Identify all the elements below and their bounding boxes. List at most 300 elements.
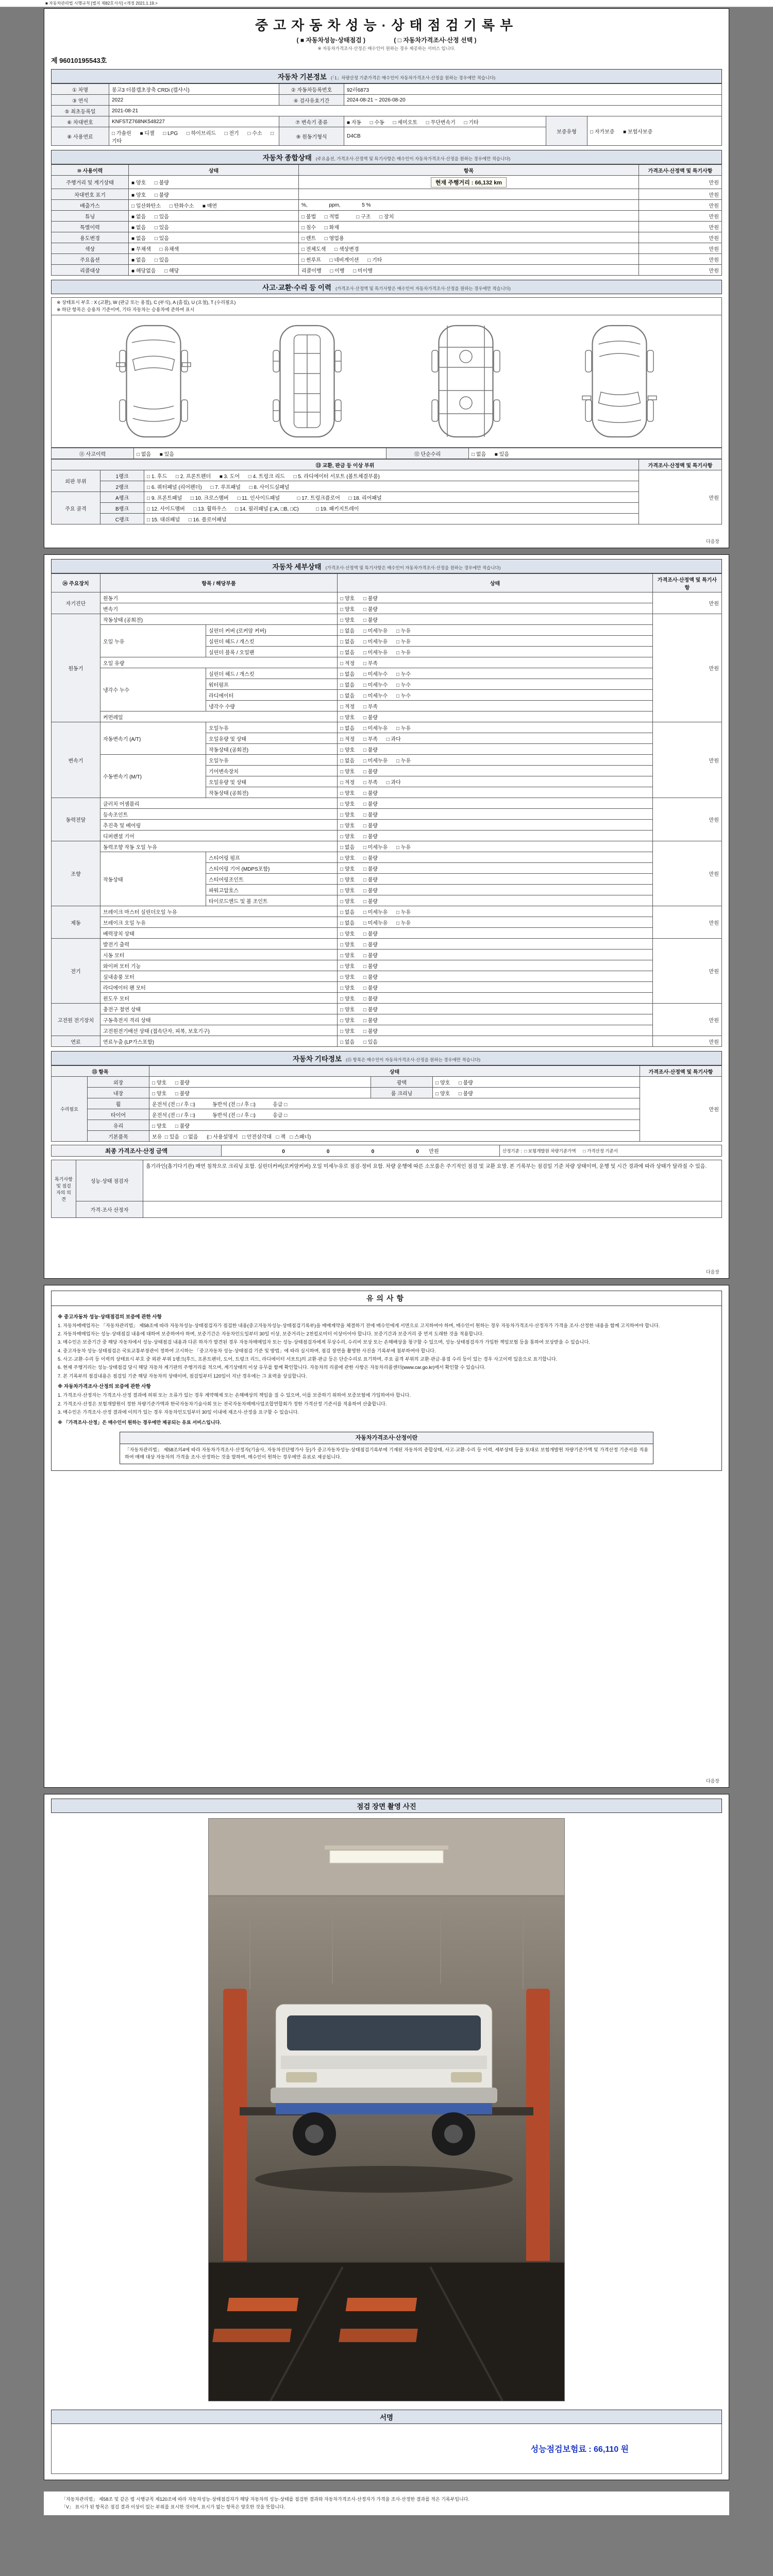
item-label: 주행거리 및 계기상태 xyxy=(52,176,129,189)
remarks-table xyxy=(51,1160,722,1218)
part-label: 실린더 헤드 / 개스킷 xyxy=(206,668,338,679)
photo-container xyxy=(51,1813,722,2405)
section-basic-info xyxy=(51,69,722,83)
status-options[interactable]: □ 양호 □ 불량 xyxy=(149,1088,371,1098)
rank-label: B랭크 xyxy=(100,503,144,514)
price-field[interactable]: 만원 xyxy=(653,614,722,722)
status-options[interactable]: □ 양호 □ 불량 xyxy=(338,885,653,895)
part-label: 작동상태 (공회전) xyxy=(206,787,338,798)
notice-body xyxy=(51,1306,722,1471)
accident-history-options[interactable]: □ 없음 ■ 있음 xyxy=(134,448,386,459)
device-group: 변속기 xyxy=(52,722,100,798)
section-detail-title: 자동차 세부상태 xyxy=(272,563,322,571)
section-overall-title: 자동차 종합상태 xyxy=(262,154,312,162)
transmission-options[interactable]: ■ 자동 □ 수동 □ 세미오토 □ 무단변속기 □ 기타 xyxy=(344,116,546,127)
status-options[interactable]: □ 없음 □ 미세누유 □ 누유 xyxy=(338,722,653,733)
status-options[interactable]: ■ 해당없음 □ 해당 xyxy=(129,265,299,276)
detail-options[interactable]: □ 전체도색 □ 색상변경 xyxy=(299,243,639,254)
status-options[interactable]: □ 없음 □ 있음 xyxy=(338,1036,653,1047)
col-item: 항목 xyxy=(299,165,639,176)
simple-repair-label: ⑫ 단순수리 xyxy=(386,448,469,459)
next-page-label: 다음장 xyxy=(705,1269,719,1275)
price-field[interactable]: 만원 xyxy=(653,939,722,1004)
field-value: 2024-08-21 ~ 2026-08-20 xyxy=(344,95,722,106)
final-price-amount[interactable] xyxy=(222,1145,500,1157)
page-2 xyxy=(44,554,729,1279)
part-label: 오일누유 xyxy=(206,722,338,733)
mark-code-line: ※ 하단 항목은 승용차 기준이며, 기타 자동차는 승용차에 준하여 표시 xyxy=(57,307,195,312)
status-options[interactable]: □ 양호 □ 불량 xyxy=(338,809,653,820)
inspector-role-label: 성능·상태 점검자 xyxy=(76,1160,143,1201)
price-field[interactable]: 만원 xyxy=(639,200,722,211)
status-options[interactable]: 운전석 (전 □ / 후 □) 동반석 (전 □ / 후 □) 응급 □ xyxy=(149,1109,640,1120)
detail-options[interactable]: %, ppm, 5 % xyxy=(299,200,639,211)
status-options[interactable]: □ 일산화탄소 □ 탄화수소 ■ 매연 xyxy=(129,200,299,211)
item-label: 기본품목 xyxy=(88,1131,149,1142)
device-group: 고전원 전기장치 xyxy=(52,1004,100,1036)
device-group: 연료 xyxy=(52,1036,100,1047)
rank-label: A랭크 xyxy=(100,492,144,503)
item-label: 타이어 xyxy=(88,1109,149,1120)
item-label: 용도변경 xyxy=(52,232,129,243)
field-value: D4CB xyxy=(344,127,546,146)
status-options[interactable]: □ 양호 □ 불량 xyxy=(433,1077,640,1088)
status-options[interactable]: □ 양호 □ 불량 xyxy=(433,1088,640,1098)
form-type-options xyxy=(51,36,722,44)
usage-history-row xyxy=(52,176,722,189)
item-label: 고전원전기배선 상태 (접속단자, 피복, 보호기구) xyxy=(100,1025,338,1036)
panel-category: 주요 골격 xyxy=(52,492,100,524)
rankA-options[interactable]: □ 9. 프론트패널 □ 10. 크로스멤버 □ 11. 인사이드패널 □ 17. 트렁크플로어 □ 18. 리어패널 xyxy=(144,492,639,503)
item-label: 작동상태 xyxy=(100,852,206,906)
section-accident-note: (가격조사·산정액 및 특기사항은 매수인이 자동차가격조사·산정을 원하는 경우에만 적습니다) xyxy=(335,286,511,291)
status-options[interactable]: ■ 없음 □ 있음 xyxy=(129,254,299,265)
status-options[interactable]: □ 없음 □ 미세누수 □ 누수 xyxy=(338,679,653,690)
rankC-options[interactable]: □ 15. 대쉬패널 □ 16. 플로어패널 xyxy=(144,514,639,524)
status-options[interactable]: ■ 없음 □ 있음 xyxy=(129,222,299,232)
item-label: 변속기 xyxy=(100,603,338,614)
part-label: 스티어링 기어 (MDPS포함) xyxy=(206,863,338,874)
item-label: 추진축 및 베어링 xyxy=(100,820,338,831)
item-label: 라디에이터 팬 모터 xyxy=(100,982,338,993)
device-group: 전기 xyxy=(52,939,100,1004)
item-label: 오일 유량 xyxy=(100,657,338,668)
status-options[interactable]: □ 양호 □ 불량 xyxy=(338,928,653,939)
notice-section1-title: ※ 중고자동차 성능·상태점검의 보증에 관한 사항 xyxy=(58,1314,162,1320)
status-options[interactable]: □ 양호 □ 불량 xyxy=(338,1014,653,1025)
item-label: 브레이크 마스터 실린더오일 누유 xyxy=(100,906,338,917)
item-label: 발전기 출력 xyxy=(100,939,338,950)
rank1-options[interactable]: □ 1. 후드 □ 2. 프론트펜더 ■ 3. 도어 □ 4. 트렁크 리드 □ 5. 라디에이터 서포트 (볼트체결부품) xyxy=(144,470,639,481)
item-label: 광택 xyxy=(371,1077,433,1088)
section-detail-condition xyxy=(51,559,722,573)
section-overall-note: (주요옵션, 가격조사·산정액 및 특기사항은 매수인이 자동차가격조사·산정을 원하는 경우에만 적습니다) xyxy=(315,156,511,161)
device-group: 제동 xyxy=(52,906,100,939)
status-options[interactable]: □ 양호 □ 불량 xyxy=(338,960,653,971)
exchange-title: ⑬ 교환, 판금 등 이상 부위 xyxy=(52,460,639,470)
field-label: ④ 검사유효기간 xyxy=(279,95,344,106)
item-label: 튜닝 xyxy=(52,211,129,222)
usage-history-row xyxy=(52,243,722,254)
item-label: 브레이크 오일 누유 xyxy=(100,917,338,928)
final-amount-digits[interactable]: 0 0 0 0 xyxy=(282,1149,426,1155)
item-label: 커먼레일 xyxy=(100,711,338,722)
status-options[interactable]: □ 양호 □ 불량 xyxy=(338,971,653,982)
col-price: 가격조사·산정액 및 특기사항 xyxy=(640,1066,722,1077)
exchange-panel-table xyxy=(51,459,722,524)
status-options[interactable]: ■ 양호 □ 불량 xyxy=(129,176,299,189)
col-item: 항목 / 해당부품 xyxy=(100,574,338,592)
notice-item: 2. 가격조사·산정은 보험개발원이 정한 차량기준가액과 한국자동차기술사회 또는 전국자동차매매사업조합연합회가 정한 가격산정 기준서를 적용하여 산출합니다. xyxy=(58,1401,387,1406)
item-label: 클러치 어셈블리 xyxy=(100,798,338,809)
part-label: 실린더 블록 / 오일팬 xyxy=(206,647,338,657)
device-group: 조향 xyxy=(52,841,100,906)
col-status: 상태 xyxy=(129,165,299,176)
device-group: 자기진단 xyxy=(52,592,100,614)
current-mileage: 현재 주행거리 : 66,132 km xyxy=(431,177,507,188)
col-price: 가격조사·산정액 및 특기사항 xyxy=(639,165,722,176)
status-options[interactable]: □ 양호 □ 불량 xyxy=(338,798,653,809)
rank2-options[interactable]: □ 6. 쿼터패널 (리어펜더) □ 7. 루프패널 □ 8. 사이드실패널 xyxy=(144,481,639,492)
col-usage-history: ⑩ 사용이력 xyxy=(52,165,129,176)
panel-category: 외판 부위 xyxy=(52,470,100,492)
price-field[interactable]: 만원 xyxy=(639,265,722,276)
simple-repair-options[interactable]: □ 없음 ■ 있음 xyxy=(469,448,722,459)
status-options[interactable]: ■ 없음 □ 있음 xyxy=(129,211,299,222)
final-price-label: 최종 가격조사·산정 금액 xyxy=(52,1145,222,1157)
item-label: 리콜대상 xyxy=(52,265,129,276)
rank-label: 1랭크 xyxy=(100,470,144,481)
price-field[interactable]: 만원 xyxy=(639,470,722,524)
appraisal-definition-box xyxy=(120,1432,653,1464)
mark-code-line: ※ 상태표시 부호 : X (교환), W (판금 또는 용접), C (부식), A (흠집), U (요철), T (수리필요) xyxy=(57,300,236,305)
status-options[interactable]: □ 양호 □ 불량 xyxy=(338,711,653,722)
device-group: 원동기 xyxy=(52,614,100,722)
col-status: 상태 xyxy=(338,574,653,592)
other-info-table xyxy=(51,1065,722,1142)
remarks-side-label: 특기사항 및 점검자의 의견 xyxy=(52,1160,76,1218)
section-detail-note: (가격조사·산정액 및 특기사항은 매수인이 자동차가격조사·산정을 원하는 경우에만 적습니다) xyxy=(325,565,501,570)
status-options[interactable]: □ 양호 □ 불량 xyxy=(338,831,653,841)
item-label: 차대번호 표기 xyxy=(52,189,129,200)
field-value: 봉고3 더블캡초장축 CRDi (캡샤시) xyxy=(109,84,279,95)
item-label: 시동 모터 xyxy=(100,950,338,960)
footer-line: 「자동차관리법」 제58조 및 같은 법 시행규칙 제120조에 따라 자동차성능·상태점검자가 해당 자동차의 성능·상태를 점검한 결과와 자동차가격조사·산정자가 가격을 조사·산정한 결과를 적은 기록부입니다. xyxy=(61,2497,469,2502)
price-field[interactable]: 만원 xyxy=(653,798,722,841)
appraisal-definition-title: 자동차가격조사·산정이란 xyxy=(120,1432,653,1445)
price-appraisal-option[interactable]: ( □ 자동차가격조사·산정 선택 ) xyxy=(394,37,477,44)
notice-items-1 xyxy=(58,1323,715,1380)
field-label: ⑧ 사용연료 xyxy=(52,127,109,146)
status-options[interactable]: 보유 □ 있음 □ 없음 (□ 사용설명서 □ 안전삼각대 □ 잭 □ 스패너) xyxy=(149,1131,640,1142)
status-options[interactable]: □ 양호 □ 불량 xyxy=(338,939,653,950)
price-field[interactable]: 만원 xyxy=(640,1077,722,1142)
status-options[interactable]: □ 양호 □ 불량 xyxy=(338,1025,653,1036)
status-options[interactable]: □ 양호 □ 불량 xyxy=(338,787,653,798)
mark-code-legend xyxy=(51,297,722,315)
price-field[interactable]: 만원 xyxy=(639,254,722,265)
price-field[interactable]: 만원 xyxy=(653,592,722,614)
footer-line: 「V」 표시가 된 항목은 점검 결과 이상이 있는 부위를 표시한 것이며, 표시가 없는 항목은 양호한 것을 뜻합니다. xyxy=(61,2504,285,2510)
page-4 xyxy=(44,1794,729,2480)
accident-flags-table xyxy=(51,448,722,459)
price-field[interactable]: 만원 xyxy=(639,243,722,254)
item-label: 주요옵션 xyxy=(52,254,129,265)
price-field[interactable]: 만원 xyxy=(639,189,722,200)
usage-history-rows xyxy=(52,189,722,276)
status-options[interactable]: □ 없음 □ 미세누유 □ 누유 xyxy=(338,636,653,647)
status-options[interactable]: □ 없음 □ 미세누유 □ 누유 xyxy=(338,841,653,852)
item-label: 원동기 xyxy=(100,592,338,603)
footer-lines xyxy=(61,2496,712,2511)
part-label: 오일유량 및 상태 xyxy=(206,776,338,787)
item-label: 와이퍼 모터 기능 xyxy=(100,960,338,971)
status-options[interactable]: □ 양호 □ 불량 xyxy=(338,895,653,906)
car-diagram-underbody-front xyxy=(256,319,359,443)
status-options[interactable]: □ 양호 □ 불량 xyxy=(338,603,653,614)
status-options[interactable]: □ 양호 □ 불량 xyxy=(338,852,653,863)
section-accident-title: 사고·교환·수리 등 이력 xyxy=(262,284,331,292)
exchange-price-header: 가격조사·산정액 및 특기사항 xyxy=(639,460,722,470)
field-label: ⑨ 원동기형식 xyxy=(279,127,344,146)
field-label: ⑦ 변속기 종류 xyxy=(279,116,344,127)
status-options[interactable]: □ 적정 □ 부족 xyxy=(338,657,653,668)
field-label: ② 자동차등록번호 xyxy=(279,84,344,95)
section-overall-condition xyxy=(51,150,722,164)
item-label: 등속조인트 xyxy=(100,809,338,820)
field-value: 2021-08-21 xyxy=(109,106,722,116)
status-options[interactable]: ■ 무채색 □ 유채색 xyxy=(129,243,299,254)
status-options[interactable]: □ 없음 □ 미세누유 □ 누유 xyxy=(338,917,653,928)
overall-condition-table xyxy=(51,164,722,276)
section-other-info xyxy=(51,1051,722,1065)
item-label: 외장 xyxy=(88,1077,149,1088)
col-price: 가격조사·산정액 및 특기사항 xyxy=(653,574,722,592)
col-item: ⑮ 항목 xyxy=(52,1066,149,1077)
notice-item: 3. 매수인은 보증기간 중 해당 자동차에서 성능·상태점검 내용과 다른 하자가 발견된 경우 자동차매매업자 또는 성능·상태점검자에게 무상수리, 수리비 보상 또는 손해배상을 청구할 수 있으며, 성능·상태점검자가 가입한 책임보험 등을 통하여 보상받을 수 있습니다. xyxy=(58,1340,590,1345)
field-label: ① 차명 xyxy=(52,84,109,95)
form-title: 중고자동차성능·상태점검기록부 xyxy=(255,18,518,33)
usage-history-row xyxy=(52,222,722,232)
field-label: ⑥ 차대번호 xyxy=(52,116,109,127)
part-label: 라디에이터 xyxy=(206,690,338,701)
status-options[interactable]: □ 양호 □ 불량 xyxy=(338,614,653,625)
appraisal-definition-body: 「자동차관리법」 제58조의4에 따라 자동차가격조사·산정자(기술사, 자동차진단평가사 등)가 중고자동차성능·상태점검기록부에 기재된 자동차의 종합상태, 사고·교환·수리 등 이력, 세부상태 등을 토대로 보험개발원 차량기준가액 및 가격산정 기준서를 적용하여 매매 대상 자동차의 가격을 조사·산정하는 것을 말하며, 매수인이 원하는 경우에만 유료로 제공됩니다. xyxy=(125,1447,648,1460)
appraiser-role-label: 가격·조사 산정자 xyxy=(76,1201,143,1218)
detail-options[interactable]: □ 렌트 □ 영업용 xyxy=(299,232,639,243)
col-status: 상태 xyxy=(149,1066,640,1077)
item-label: 수동변속기 (M/T) xyxy=(100,755,206,798)
price-field[interactable]: 만원 xyxy=(639,176,722,189)
item-label: 연료누출 (LP가스포함) xyxy=(100,1036,338,1047)
detail-options[interactable]: □ 썬루프 □ 네비게이션 □ 기타 xyxy=(299,254,639,265)
car-diagram-top-rear xyxy=(573,319,666,443)
car-diagram-top-front xyxy=(107,319,200,443)
status-options[interactable]: □ 없음 □ 미세누유 □ 누유 xyxy=(338,906,653,917)
next-page-label: 다음장 xyxy=(705,1778,719,1784)
item-label: 자동변속기 (A/T) xyxy=(100,722,206,755)
price-field[interactable]: 만원 xyxy=(653,1036,722,1047)
part-label: 오일누유 xyxy=(206,755,338,766)
item-label: 작동상태 (공회전) xyxy=(100,614,338,625)
signature-area[interactable] xyxy=(51,2424,722,2474)
detail-options[interactable]: 리콜이행 □ 이행 □ 미이행 xyxy=(299,265,639,276)
detail-condition-table xyxy=(51,573,722,1047)
detail-options[interactable]: □ 침수 □ 화재 xyxy=(299,222,639,232)
usage-history-row xyxy=(52,265,722,276)
notice-item: 7. 본 기록부의 점검내용은 점검일 기준 해당 자동차의 상태이며, 점검일부터 120일이 지난 경우에는 그 효력을 상실합니다. xyxy=(58,1373,307,1379)
part-label: 오일유량 및 상태 xyxy=(206,733,338,744)
warranty-type-options[interactable]: □ 자가보증 ■ 보험사보증 xyxy=(587,116,722,146)
appraiser-remarks[interactable] xyxy=(143,1201,722,1218)
price-field[interactable]: 만원 xyxy=(653,906,722,939)
status-options[interactable]: □ 없음 □ 미세누수 □ 누수 xyxy=(338,690,653,701)
basic-info-table xyxy=(51,83,722,146)
final-amount-unit: 만원 xyxy=(429,1149,439,1155)
notice-item: 1. 자동차매매업자는 「자동차관리법」 제58조에 따라 자동차성능·상태점검자가 점검한 내용(중고자동차성능·상태점검기록부)을 매매계약을 체결하기 전에 매수인에게 서면으로 고지하여야 하며, 매수인이 원하는 경우 자동차가격조사·산정자가 가격을 조사·산정한 내용을 함께 고지하여야 합니다. xyxy=(58,1323,660,1328)
notice-item: 4. 중고자동차 성능·상태점검은 국토교통부장관이 정하여 고시하는 「중고자동차 성능·상태점검 기준 및 방법」에 따라 실시하며, 점검 장면을 촬영한 사진을 기록부에 첨부하여야 합니다. xyxy=(58,1348,436,1353)
usage-history-row xyxy=(52,254,722,265)
repair-needed-label: 수리필요 xyxy=(52,1077,88,1142)
usage-history-row xyxy=(52,232,722,243)
next-page-label: 다음장 xyxy=(705,539,719,544)
part-label: 스티어링 펌프 xyxy=(206,852,338,863)
performance-check-option[interactable]: ( ■ 자동차성능·상태점검 ) xyxy=(296,37,366,44)
status-options[interactable]: □ 양호 □ 불량 xyxy=(338,766,653,776)
item-label: 유리 xyxy=(88,1120,149,1131)
photo-section-title: 점검 장면 촬영 사진 xyxy=(51,1799,722,1813)
notice-title: 유의사항 xyxy=(51,1291,722,1306)
detail-options[interactable] xyxy=(299,189,639,200)
field-label: 보증유형 xyxy=(546,116,587,146)
notice-item: 1. 가격조사·산정자는 가격조사·산정 결과에 허위 또는 오류가 있는 경우 계약해제 또는 손해배상의 책임을 질 수 있으며, 이를 보증하기 위하여 보증보험에 가입하여야 합니다. xyxy=(58,1393,411,1398)
part-label: 워터펌프 xyxy=(206,679,338,690)
field-value: KNFSTZ768NK548227 xyxy=(109,116,279,127)
inspector-remarks[interactable]: 흡기라인(흡기다기관) 매연 침착으로 크리닝 요함. 실린더커버(로커암커버) 오일 미세누유로 점검·정비 요함. 차량 운행에 따른 소모품은 주기적인 점검 및 교환 요망. 본 기록부는 점검일 기준 차량 상태이며, 운행 및 시간 경과에 따라 상태가 달라질 수 있음. xyxy=(143,1160,722,1201)
status-options[interactable]: □ 양호 □ 불량 xyxy=(338,592,653,603)
item-label: 배출가스 xyxy=(52,200,129,211)
appraisal-service-note: ※ 「가격조사·산정」은 매수인이 원하는 경우에만 제공되는 유료 서비스입니다. xyxy=(58,1419,222,1425)
final-price-basis[interactable]: 산정기준 : □ 보험개발원 차량기준가액 □ 가격산정 기준서 xyxy=(500,1145,722,1157)
status-options[interactable]: □ 양호 □ 불량 xyxy=(149,1077,371,1088)
item-label: 색상 xyxy=(52,243,129,254)
status-options[interactable]: ■ 없음 □ 있음 xyxy=(129,232,299,243)
status-options[interactable]: □ 양호 □ 불량 xyxy=(338,863,653,874)
status-options[interactable]: □ 없음 □ 미세누유 □ 누유 xyxy=(338,625,653,636)
status-options[interactable]: □ 적정 □ 부족 □ 과다 xyxy=(338,776,653,787)
price-field[interactable]: 만원 xyxy=(653,1004,722,1036)
item-label: 배력장치 상태 xyxy=(100,928,338,939)
section-basic-note: (「1」차량산정 기준가격은 매수인이 자동차가격조사·산정을 원하는 경우에만 적습니다) xyxy=(330,75,496,80)
status-options[interactable]: □ 없음 □ 미세누유 □ 누유 xyxy=(338,647,653,657)
accident-history-label: ⑪ 사고이력 xyxy=(52,448,134,459)
notice-item: 2. 자동차매매업자는 성능·상태점검 내용에 대하여 보증하여야 하며, 보증기간은 자동차인도일부터 30일 이상, 보증거리는 2천킬로미터 이상이어야 합니다. 보증기간과 보증거리 중 먼저 도래한 것을 적용합니다. xyxy=(58,1331,484,1337)
usage-history-row xyxy=(52,189,722,200)
status-options[interactable]: □ 양호 □ 불량 xyxy=(338,993,653,1004)
status-options[interactable]: □ 양호 □ 불량 xyxy=(338,1004,653,1014)
part-label: 파워고압호스 xyxy=(206,885,338,895)
rank-label: C랭크 xyxy=(100,514,144,524)
price-field[interactable]: 만원 xyxy=(639,222,722,232)
usage-history-row xyxy=(52,211,722,222)
car-diagram-panel xyxy=(51,315,722,448)
status-options[interactable]: □ 양호 □ 불량 xyxy=(338,820,653,831)
field-value: 92러6873 xyxy=(344,84,722,95)
detail-options[interactable]: □ 불법 □ 적법 □ 구조 □ 장치 xyxy=(299,211,639,222)
fuel-options[interactable]: □ 가솔린 ■ 디젤 □ LPG □ 하이브리드 □ 전기 □ 수소 □ 기타 xyxy=(109,127,279,146)
item-label: 오일 누유 xyxy=(100,625,206,657)
col-device: ⑭ 주요장치 xyxy=(52,574,100,592)
item-label: 디퍼렌셜 기어 xyxy=(100,831,338,841)
page-1 xyxy=(44,8,729,548)
part-label: 작동상태 (공회전) xyxy=(206,744,338,755)
inspection-insurance-fee: 성능점검보험료 : 66,110 원 xyxy=(530,2445,629,2454)
price-field[interactable]: 만원 xyxy=(639,232,722,243)
rank-label: 2랭크 xyxy=(100,481,144,492)
inspection-photo xyxy=(208,1818,565,2401)
section-other-title: 자동차 기타정보 xyxy=(292,1055,342,1063)
section-basic-title: 자동차 기본정보 xyxy=(277,73,327,81)
section-other-note: (⑮ 항목은 매수인이 자동차가격조사·산정을 원하는 경우에만 적습니다) xyxy=(345,1057,481,1062)
page-3 xyxy=(44,1285,729,1788)
field-label: ⑤ 최초등록일 xyxy=(52,106,109,116)
status-options[interactable]: 운전석 (전 □ / 후 □) 동반석 (전 □ / 후 □) 응급 □ xyxy=(149,1098,640,1109)
document-number: 제 96010195543호 xyxy=(51,57,107,64)
header-note: ※ 자동차가격조사·산정은 매수인이 원하는 경우 제공하는 서비스 입니다. xyxy=(317,46,456,51)
status-options[interactable]: □ 적정 □ 부족 □ 과다 xyxy=(338,733,653,744)
final-price-table xyxy=(51,1145,722,1157)
part-label: 타이로드엔드 및 볼 조인트 xyxy=(206,895,338,906)
notice-items-2 xyxy=(58,1392,715,1416)
item-label: 특별이력 xyxy=(52,222,129,232)
status-options[interactable]: □ 양호 □ 불량 xyxy=(338,982,653,993)
part-label: 냉각수 수량 xyxy=(206,701,338,711)
item-label: 윈도우 모터 xyxy=(100,993,338,1004)
car-diagram-underbody-rear xyxy=(414,319,517,443)
field-label: ③ 연식 xyxy=(52,95,109,106)
item-label: 구동축전지 격리 상태 xyxy=(100,1014,338,1025)
item-label: 휠 xyxy=(88,1098,149,1109)
item-label: 충전구 절연 상태 xyxy=(100,1004,338,1014)
notice-item: 3. 매수인은 가격조사·산정 결과에 이의가 있는 경우 자동차인도일부터 30일 이내에 재조사·산정을 요구할 수 있습니다. xyxy=(58,1409,299,1415)
status-options[interactable]: □ 양호 □ 불량 xyxy=(338,950,653,960)
part-label: 스티어링조인트 xyxy=(206,874,338,885)
notice-item: 6. 현재 주행거리는 성능·상태점검 당시 해당 자동차 계기판의 주행거리를 적으며, 계기상태의 이상 유무를 함께 확인합니다. 자동차의 리콜에 관한 사항은 자동차리콜센터(www.car.go.kr)에서 확인할 수 있습니다. xyxy=(58,1365,486,1370)
part-label: 실린더 커버 (로커암 커버) xyxy=(206,625,338,636)
price-field[interactable]: 만원 xyxy=(653,841,722,906)
mileage-cell xyxy=(299,176,639,189)
status-options[interactable]: □ 적정 □ 부족 xyxy=(338,701,653,711)
section-accident-history xyxy=(51,280,722,294)
status-options[interactable]: □ 양호 □ 불량 xyxy=(338,744,653,755)
status-options[interactable]: □ 없음 □ 미세누유 □ 누유 xyxy=(338,755,653,766)
item-label: 실내송풍 모터 xyxy=(100,971,338,982)
status-options[interactable]: □ 없음 □ 미세누수 □ 누수 xyxy=(338,668,653,679)
status-options[interactable]: ■ 양호 □ 불량 xyxy=(129,189,299,200)
legal-footer xyxy=(44,2492,729,2515)
price-field[interactable]: 만원 xyxy=(653,722,722,798)
item-label: 동력조향 작동 오일 누유 xyxy=(100,841,338,852)
notice-section2-title: ※ 자동차가격조사·산정의 보증에 관한 사항 xyxy=(58,1384,151,1390)
form-reference: ■ 자동차관리법 시행규칙 [별지 제82호서식] <개정 2021.1.19.> xyxy=(0,0,773,7)
field-value: 2022 xyxy=(109,95,279,106)
status-options[interactable]: □ 양호 □ 불량 xyxy=(149,1120,640,1131)
rankB-options[interactable]: □ 12. 사이드멤버 □ 13. 휠하우스 □ 14. 필러패널 (□A, □B, □C) □ 19. 패키지트레이 xyxy=(144,503,639,514)
item-label: 냉각수 누수 xyxy=(100,668,206,711)
status-options[interactable]: □ 양호 □ 불량 xyxy=(338,874,653,885)
price-field[interactable]: 만원 xyxy=(639,211,722,222)
part-label: 실린더 헤드 / 개스킷 xyxy=(206,636,338,647)
